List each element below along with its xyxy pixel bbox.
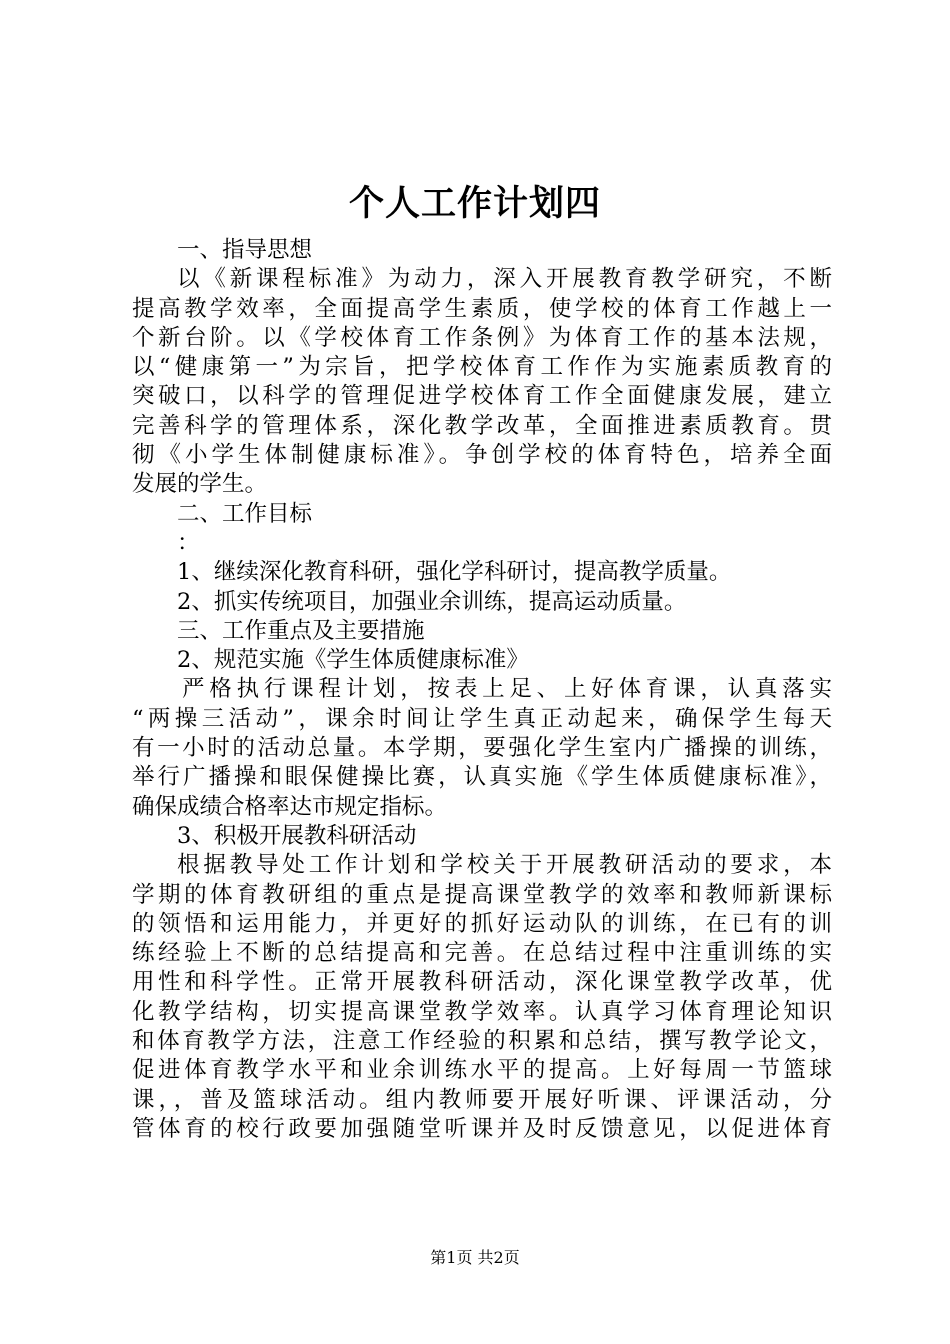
document-line: 学期的体育教研组的重点是提高课堂教学的效率和教师新课标 bbox=[132, 881, 832, 908]
document-line: 3、积极开展教科研活动 bbox=[177, 822, 417, 849]
document-line: 发展的学生。 bbox=[132, 471, 268, 498]
document-line: 有一小时的活动总量。本学期，要强化学生室内广播操的训练， bbox=[132, 735, 832, 762]
document-line: 以“健康第一”为宗旨，把学校体育工作作为实施素质教育的 bbox=[132, 354, 832, 381]
document-line: 练经验上不断的总结提高和完善。在总结过程中注重训练的实 bbox=[132, 940, 832, 967]
document-line: 二、工作目标 bbox=[177, 500, 313, 527]
document-line: 举行广播操和眼保健操比赛，认真实施《学生体质健康标准》， bbox=[132, 764, 832, 791]
document-line: 提高教学效率，全面提高学生素质，使学校的体育工作越上一 bbox=[132, 295, 832, 322]
document-line: 根据教导处工作计划和学校关于开展教研活动的要求，本 bbox=[177, 852, 832, 879]
document-line: 个新台阶。以《学校体育工作条例》为体育工作的基本法规， bbox=[132, 324, 832, 351]
document-line: 2、规范实施《学生体质健康标准》 bbox=[177, 647, 529, 674]
document-line: 完善科学的管理体系，深化教学改革，全面推进素质教育。贯 bbox=[132, 412, 832, 439]
document-line: 1、继续深化教育科研，强化学科研讨，提高教学质量。 bbox=[177, 559, 732, 586]
document-line: 严格执行课程计划，按表上足、上好体育课，认真落实 bbox=[182, 676, 832, 703]
document-line: 以《新课程标准》为动力，深入开展教育教学研究，不断 bbox=[177, 266, 832, 293]
document-line: 用性和科学性。正常开展教科研活动，深化课堂教学改革，优 bbox=[132, 969, 832, 996]
document-line: 管体育的校行政要加强随堂听课并及时反馈意见，以促进体育 bbox=[132, 1115, 832, 1142]
document-line: 确保成绩合格率达市规定指标。 bbox=[132, 793, 448, 820]
document-line: 的领悟和运用能力，并更好的抓好运动队的训练，在已有的训 bbox=[132, 910, 832, 937]
page-footer: 第1页 共2页 bbox=[430, 1248, 520, 1267]
document-line: 突破口，以科学的管理促进学校体育工作全面健康发展，建立 bbox=[132, 383, 832, 410]
document-title: 个人工作计划四 bbox=[348, 183, 601, 224]
document-line: 三、工作重点及主要措施 bbox=[177, 617, 425, 644]
document-line: “两操三活动”，课余时间让学生真正动起来，确保学生每天 bbox=[132, 705, 832, 732]
document-line: 化教学结构，切实提高课堂教学效率。认真学习体育理论知识 bbox=[132, 998, 832, 1025]
document-line: ： bbox=[177, 529, 200, 556]
document-line: 一、指导思想 bbox=[177, 237, 313, 263]
document-line: 促进体育教学水平和业余训练水平的提高。上好每周一节篮球 bbox=[132, 1057, 832, 1084]
document-line: 2、抓实传统项目，加强业余训练，提高运动质量。 bbox=[177, 588, 687, 615]
document-line: 课，，普及篮球活动。组内教师要开展好听课、评课活动，分 bbox=[132, 1086, 832, 1113]
document-line: 和体育教学方法，注意工作经验的积累和总结，撰写教学论文， bbox=[132, 1028, 832, 1055]
document-body bbox=[132, 236, 832, 1144]
document-line: 彻《小学生体制健康标准》。争创学校的体育特色，培养全面 bbox=[132, 442, 832, 469]
